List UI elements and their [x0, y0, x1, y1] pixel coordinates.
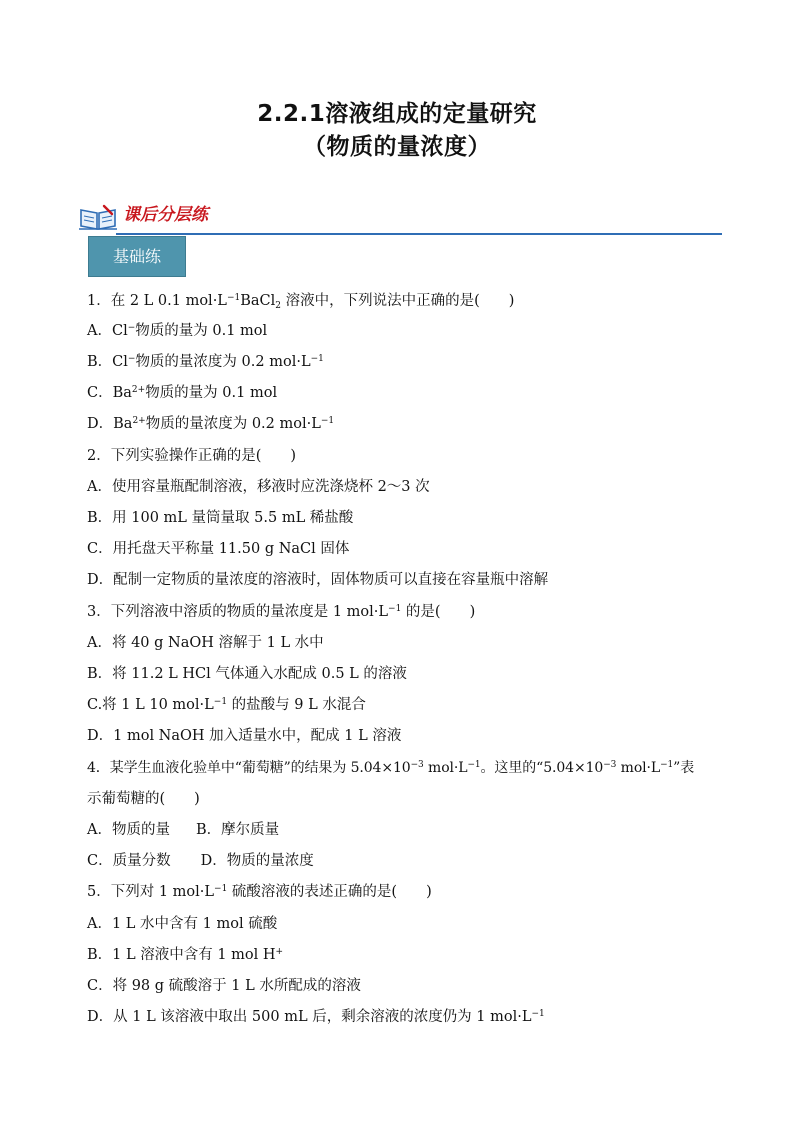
page-subtitle: （物质的量浓度）: [303, 134, 491, 160]
question-4-stem-continued: 示葡萄糖的( ): [87, 791, 200, 807]
question-5-option-a: A．1 L 水中含有 1 mol 硫酸: [87, 916, 278, 932]
question-1-option-b: B．Cl−物质的量浓度为 0.2 $mol\cdot L^{-1}$: [87, 354, 324, 370]
question-1-stem: 1．在 2 L 0.1 $mol\cdot L^{-1}BaCl_2$ 溶液中，下列说法中正确的是( ): [87, 293, 515, 311]
question-2-stem: 2．下列实验操作正确的是( ): [87, 448, 297, 464]
question-5-stem: 5．下列对 1 $mol\cdot L^{-1}$ 硫酸溶液的表述正确的是( ): [87, 884, 432, 900]
question-4-stem: 4．某学生血液化验单中“葡萄糖”的结果为 $5.04\times 10^{-3}$ $mol\cdot L^{-1}$。这里的“$5.04\times 10^{-3}$ $mol\cdot L^{-1}$”表: [87, 760, 695, 776]
question-2-option-c: C．用托盘天平称量 11.50 g NaCl 固体: [87, 541, 350, 557]
question-5-option-d: D．从 1 L 该溶液中取出 500 mL 后，剩余溶液的浓度仍为 1 $mol\cdot L^{-1}$: [87, 1009, 545, 1025]
section-title: 课后分层练: [123, 205, 208, 225]
question-3-option-d: D．1 mol NaOH 加入适量水中，配成 1 L 溶液: [87, 728, 402, 744]
question-3-stem: 3．下列溶液中溶质的物质的量浓度是 1 $mol\cdot L^{-1}$ 的是( ): [87, 604, 476, 620]
question-2-option-a: A．使用容量瓶配制溶液，移液时应洗涤烧杯 2～3 次: [87, 479, 430, 495]
section-divider: [116, 233, 722, 235]
question-1-option-d: D．$Ba^{2+}$物质的量浓度为 0.2 $mol\cdot L^{-1}$: [87, 416, 335, 432]
question-5-option-b: B．1 L 溶液中含有 1 mol H+: [87, 947, 284, 963]
book-icon: [78, 204, 118, 232]
level-tag: 基础练: [88, 236, 186, 277]
question-4-options-cd: C．质量分数 D．物质的量浓度: [87, 853, 314, 869]
question-5-option-c: C．将 98 g 硫酸溶于 1 L 水所配成的溶液: [87, 978, 361, 994]
question-3-option-a: A．将 40 g NaOH 溶解于 1 L 水中: [87, 635, 324, 651]
page-title: 2.2.1溶液组成的定量研究: [257, 101, 537, 127]
question-2-option-d: D．配制一定物质的量浓度的溶液时，固体物质可以直接在容量瓶中溶解: [87, 572, 549, 588]
question-2-option-b: B．用 100 mL 量筒量取 5.5 mL 稀盐酸: [87, 510, 354, 526]
question-1-option-a: A．Cl−物质的量为 0.1 mol: [87, 323, 268, 339]
question-3-option-c: C.将 1 L 10 $mol\cdot L^{-1}$ 的盐酸与 9 L 水混合: [87, 697, 366, 713]
question-1-option-c: C．$Ba^{2+}$物质的量为 0.1 mol: [87, 385, 278, 401]
question-3-option-b: B．将 11.2 L HCl 气体通入水配成 0.5 L 的溶液: [87, 666, 407, 682]
question-4-options-ab: A．物质的量 B．摩尔质量: [87, 822, 280, 838]
section-header: [78, 200, 722, 236]
